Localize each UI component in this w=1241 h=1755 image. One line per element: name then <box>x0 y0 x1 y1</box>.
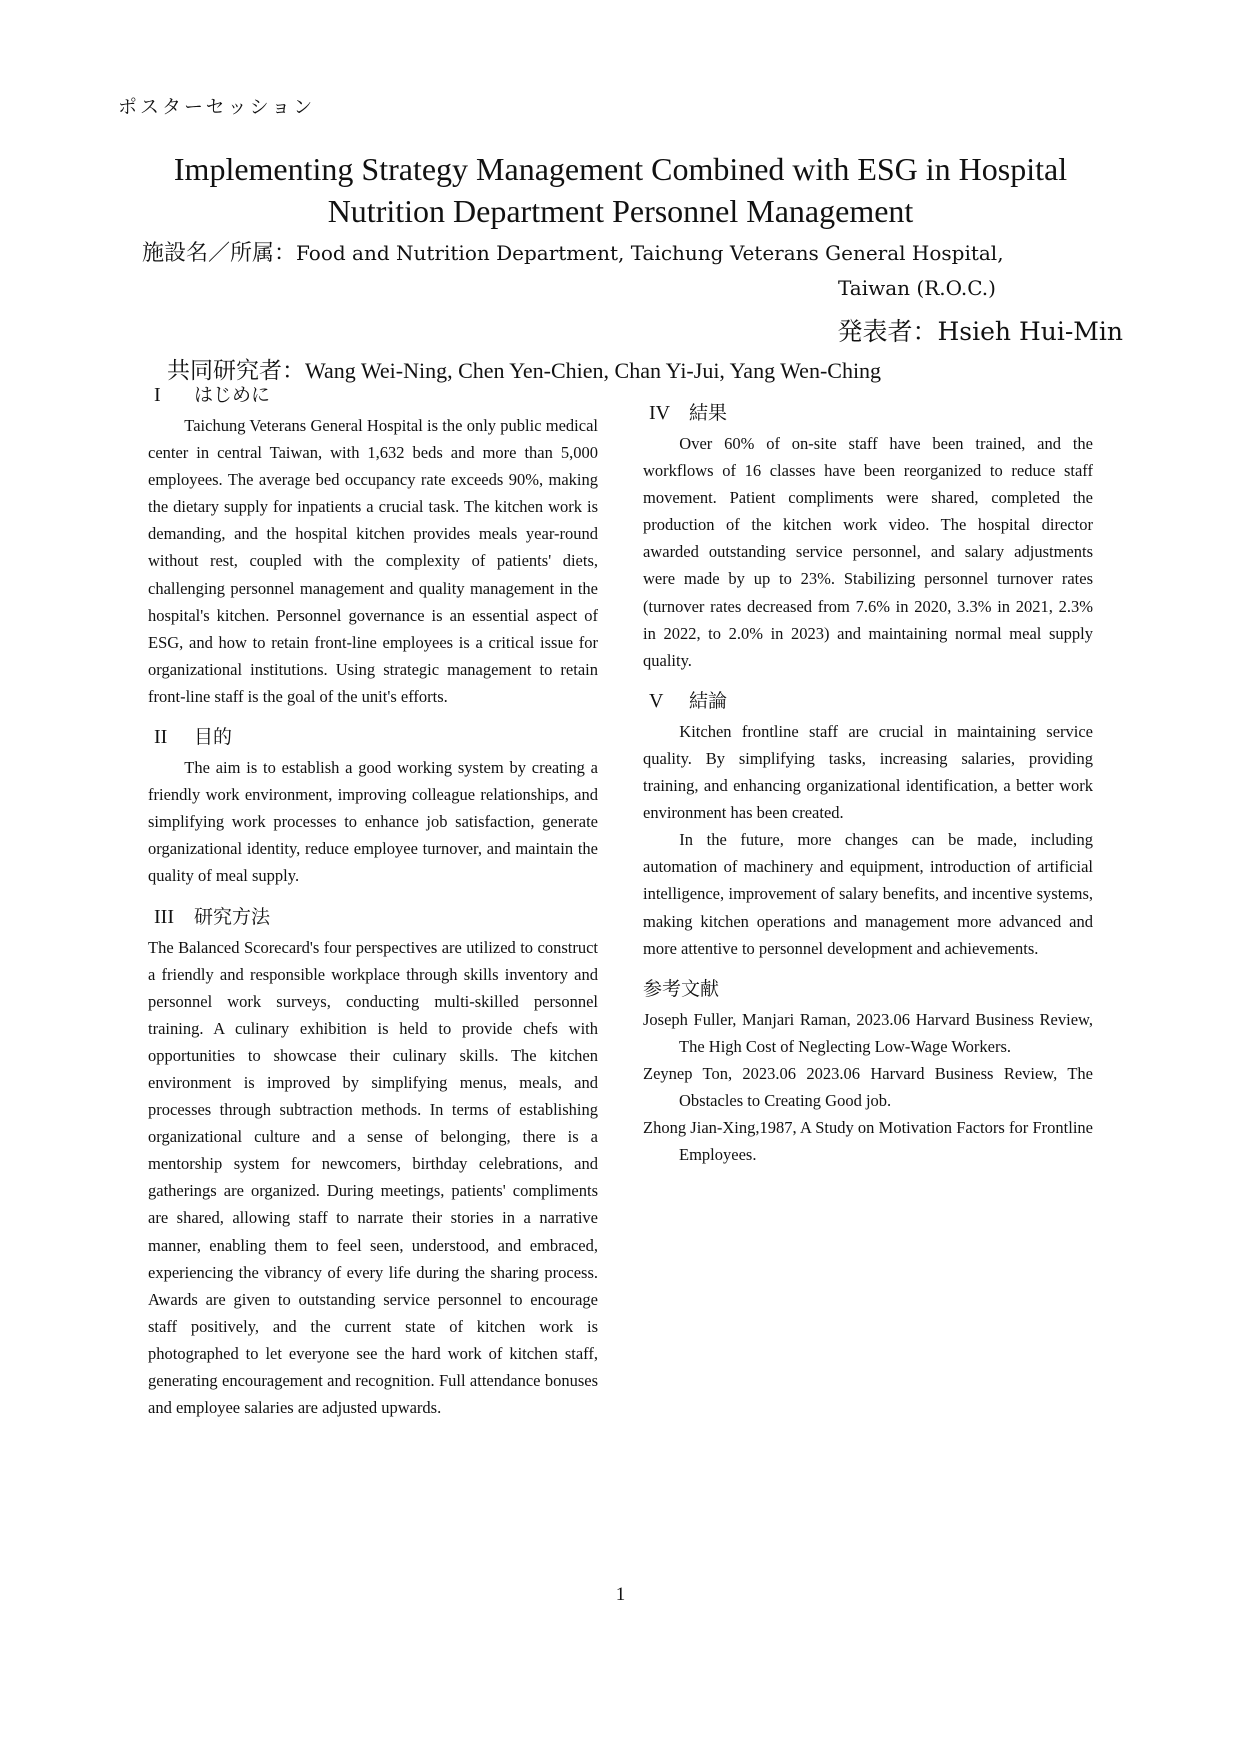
section-heading <box>148 380 598 410</box>
section-number: I <box>154 384 161 406</box>
affiliation-country: Taiwan (R.O.C.) <box>838 276 996 300</box>
presenter <box>837 312 1123 348</box>
section-purpose <box>148 722 598 889</box>
section-title: はじめに <box>194 384 271 406</box>
section-body: In the future, more changes can be made, including automation of machinery and equipment, introduction of artificial intelligence, improvement of salary benefits, and incentive systems, making kitchen operations and management more advanced and more attentive to personnel development and achievements. <box>643 830 1093 958</box>
section-intro <box>148 380 598 710</box>
section-heading <box>643 686 1093 716</box>
reference-item: Zhong Jian-Xing,1987, A Study on Motivation Factors for Frontline Employees. <box>643 1118 1093 1165</box>
right-column <box>643 398 1093 1180</box>
page-number: 1 <box>615 1584 626 1605</box>
reference-item: Zeynep Ton, 2023.06 2023.06 Harvard Business Review, The Obstacles to Creating Good job. <box>643 1063 1093 1110</box>
title-line-2: Nutrition Department Personnel Management <box>327 193 914 229</box>
title-line-1: Implementing Strategy Management Combined with ESG in Hospital <box>173 151 1068 187</box>
section-references <box>643 974 1093 1169</box>
affiliation-label: 施設名／所属： <box>142 241 297 266</box>
section-number: III <box>154 905 174 928</box>
section-body: The aim is to establish a good working system by creating a friendly work environment, improving colleague relationships, and simplifying work processes to enhance job satisfaction, generate organizational identity, reduce employee turnover, and maintain the quality of meal supply. <box>148 758 598 886</box>
section-body: Kitchen frontline staff are crucial in maintaining service quality. By simplifying tasks, increasing salaries, providing training, and enhancing organizational identification, a better work environment has been created. <box>643 721 1093 823</box>
section-body: Over 60% of on-site staff have been trained, and the workflows of 16 classes have been reorganized to reduce staff movement. Patient compliments were shared, completed the production of the kitchen work video. The hospital director awarded outstanding service personnel, and salary adjustments were made by up to 23%. Stabilizing personnel turnover rates (turnover rates decreased from 7.6% in 2020, 3.3% in 2021, 2.3% in 2022, to 2.0% in 2023) and maintaining normal meal supply quality. <box>643 434 1093 670</box>
affiliation-text: Food and Nutrition Department, Taichung Veterans General Hospital, <box>296 241 1004 265</box>
section-heading <box>148 722 598 752</box>
affiliation <box>142 236 1004 267</box>
section-results <box>643 398 1093 674</box>
section-methods <box>148 902 598 1422</box>
section-conclusion <box>643 686 1093 962</box>
section-number: V <box>649 689 664 712</box>
page-title <box>100 148 1141 232</box>
left-column <box>148 380 598 1433</box>
presenter-label: 発表者： <box>837 317 938 346</box>
coauthors-label: 共同研究者： <box>167 358 305 384</box>
section-number: IV <box>649 402 671 424</box>
section-title: 目的 <box>194 726 233 749</box>
section-body: The Balanced Scorecard's four perspectives are utilized to construct a friendly and responsible workplace through skills inventory and personnel work surveys, conducting multi-skilled personnel training. A culinary exhibition is held to provide chefs with opportunities to showcase their culinary skills. The kitchen environment is improved by simplifying menus, meals, and processes through subtraction methods. In terms of establishing organizational culture and a sense of belonging, there is a mentorship system for newcomers, birthday celebrations, and gatherings are organized. During meetings, patients' compliments are shared, allowing staff to narrate their stories in a narrative manner, enabling them to feel seen, understood, and embraced, experiencing the vibrancy of every life during the sharing process. Awards are given to outstanding service personnel to encourage staff positively, and the current state of kitchen work is photographed to let everyone see the hard work of kitchen staff, generating encouragement and recognition. Full attendance bonuses and employee salaries are adjusted upwards. <box>148 937 598 1418</box>
section-number: II <box>154 726 168 749</box>
section-title: 研究方法 <box>194 905 271 928</box>
section-heading <box>148 902 598 932</box>
reference-item: Joseph Fuller, Manjari Raman, 2023.06 Harvard Business Review, The High Cost of Neglecting Low-Wage Workers. <box>643 1009 1093 1056</box>
section-title: 結果 <box>689 402 728 424</box>
section-title: 結論 <box>689 689 728 712</box>
section-body: Taichung Veterans General Hospital is the only public medical center in central Taiwan, with 1,632 beds and more than 5,000 employees. The average bed occupancy rate exceeds 90%, making the dietary supply for inpatients a crucial task. The kitchen work is demanding, and the hospital kitchen provides meals year-round without rest, coupled with the complexity of patients' diets, challenging personnel management and quality management in the hospital's kitchen. Personnel governance is an essential aspect of ESG, and how to retain front-line employees is a critical issue for organizational institutions. Using strategic management to retain front-line staff is the goal of the unit's efforts. <box>148 416 598 706</box>
section-title: 参考文献 <box>643 977 720 1000</box>
presenter-name: Hsieh Hui-Min <box>937 317 1123 346</box>
session-label: ポスターセッション <box>118 96 316 118</box>
coauthors-names: Wang Wei-Ning, Chen Yen-Chien, Chan Yi-Jui, Yang Wen-Ching <box>305 358 882 383</box>
section-heading <box>643 398 1093 428</box>
